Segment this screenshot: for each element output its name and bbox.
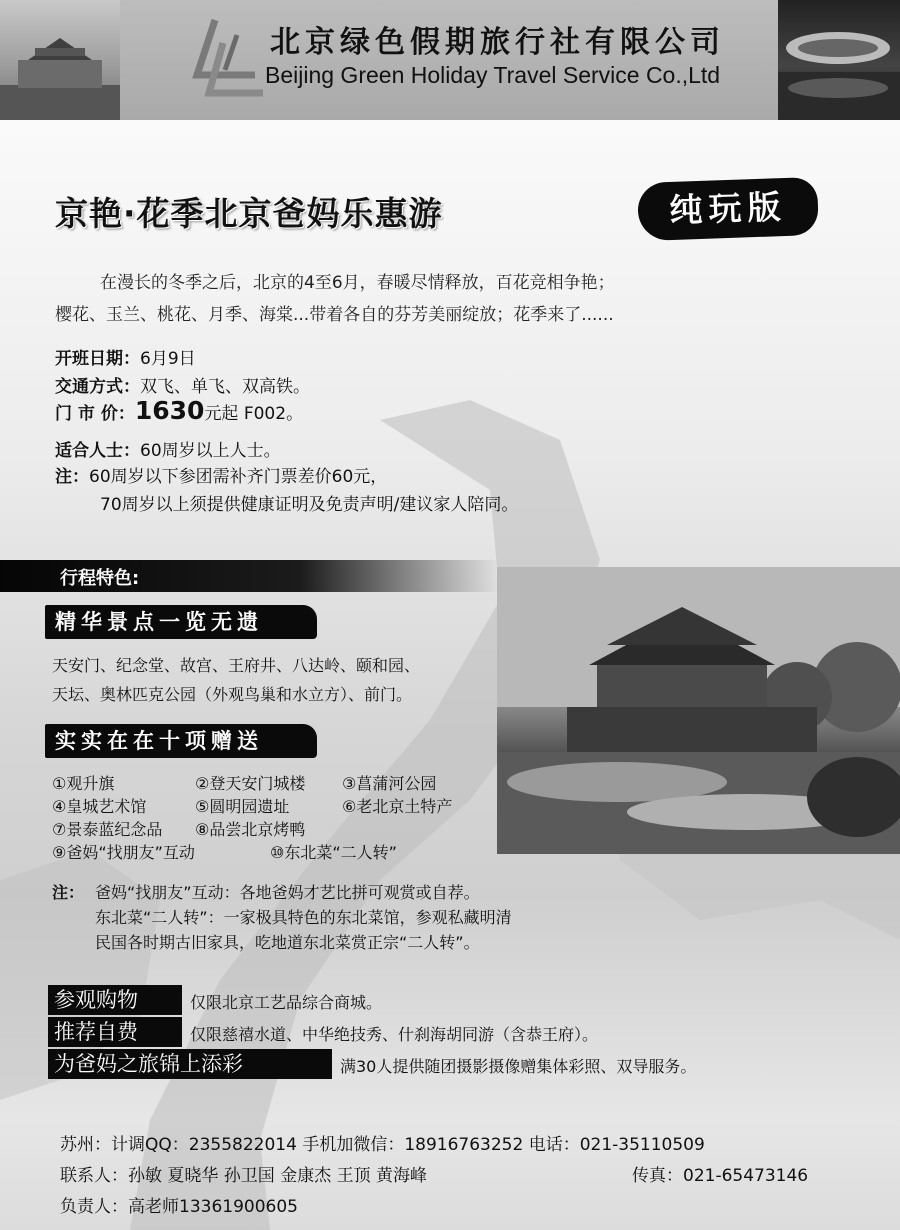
shopping-text: 仅限北京工艺品综合商城。 xyxy=(190,993,383,1012)
tiananmen-thumbnail-image xyxy=(0,0,120,120)
price-label: 门 市 价： xyxy=(55,404,135,424)
transport-label: 交通方式： xyxy=(55,377,140,397)
company-name-english: Beijing Green Holiday Travel Service Co.,Ltd xyxy=(265,62,721,88)
intro-line-1: 在漫长的冬季之后，北京的4至6月，春暖尽情释放，百花竞相争艳； xyxy=(100,273,615,293)
highlights-banner: 精华景点一览无遗 xyxy=(45,605,317,639)
tiananmen-photo xyxy=(497,567,900,854)
transport-value: 双飞、单飞、双高铁。 xyxy=(140,377,310,397)
optional-fee-text: 仅限慈禧水道、中华绝技秀、什刹海胡同游（含恭王府）。 xyxy=(190,1025,599,1044)
tour-title: 京艳·花季北京爸妈乐惠游 xyxy=(55,194,443,233)
features-note-line-1: 爸妈“找朋友”互动：各地爸妈才艺比拼可观赏或自荐。 xyxy=(95,883,480,902)
contact-line-1: 苏州：计调QQ：2355822014 手机加微信：18916763252 电话：021-35110509 xyxy=(60,1135,705,1155)
audience-value: 60周岁以上人士。 xyxy=(140,441,281,461)
start-date-value: 6月9日 xyxy=(140,349,196,369)
gift-item: ⑨爸妈“找朋友”互动 xyxy=(52,843,195,862)
note-line-2: 70周岁以上须提供健康证明及免责声明/建议家人陪同。 xyxy=(100,495,519,515)
gift-item: ③菖蒲河公园 xyxy=(342,774,437,793)
audience-label: 适合人士： xyxy=(55,441,140,461)
header-banner xyxy=(0,0,900,120)
gift-item: ⑩东北菜“二人转” xyxy=(270,843,397,862)
shopping-label: 参观购物 xyxy=(48,985,182,1015)
features-section-bar xyxy=(0,560,500,592)
birds-nest-stadium-image xyxy=(778,0,900,120)
start-date-row xyxy=(55,344,196,369)
note-row xyxy=(55,462,387,487)
price-value: 1630 xyxy=(134,396,205,425)
gift-item: ②登天安门城楼 xyxy=(195,774,306,793)
edition-badge: 纯玩版 xyxy=(637,177,819,241)
gift-item: ⑧品尝北京烤鸭 xyxy=(195,820,306,839)
company-logo xyxy=(185,15,263,105)
features-note-label: 注： xyxy=(52,883,85,902)
spots-line-1: 天安门、纪念堂、故宫、王府井、八达岭、颐和园、 xyxy=(52,656,421,675)
bonus-label: 为爸妈之旅锦上添彩 xyxy=(48,1049,332,1079)
features-note-line-3: 民国各时期古旧家具，吃地道东北菜赏正宗“二人转”。 xyxy=(95,933,480,952)
gift-item: ⑤圆明园遗址 xyxy=(195,797,290,816)
audience-row xyxy=(55,436,281,461)
intro-line-2: 樱花、玉兰、桃花、月季、海棠...带着各自的芬芳美丽绽放；花季来了...... xyxy=(55,305,614,325)
contact-fax: 传真：021-65473146 xyxy=(632,1166,809,1186)
start-date-label: 开班日期： xyxy=(55,349,140,369)
gift-item: ①观升旗 xyxy=(52,774,115,793)
gift-item: ⑦景泰蓝纪念品 xyxy=(52,820,163,839)
contact-manager: 负责人：高老师13361900605 xyxy=(60,1197,298,1217)
note-label: 注： xyxy=(55,467,89,487)
price-suffix: 元起 F002。 xyxy=(204,404,304,424)
note-line-1: 60周岁以下参团需补齐门票差价60元， xyxy=(89,467,388,487)
features-section-title: 行程特色: xyxy=(60,568,140,589)
contact-people: 联系人：孙敏 夏晓华 孙卫国 金康杰 王顶 黄海峰 xyxy=(60,1166,428,1186)
spots-line-2: 天坛、奥林匹克公园（外观鸟巢和水立方）、前门。 xyxy=(52,685,413,704)
company-name-chinese: 北京绿色假期旅行社有限公司 xyxy=(270,25,725,60)
gift-item: ⑥老北京土特产 xyxy=(342,797,453,816)
optional-fee-label: 推荐自费 xyxy=(48,1017,182,1047)
features-note-line-2: 东北菜“二人转”：一家极具特色的东北菜馆，参观私藏明清 xyxy=(95,908,512,927)
transport-row xyxy=(55,372,310,397)
bonus-text: 满30人提供随团摄影摄像赠集体彩照、双导服务。 xyxy=(340,1057,697,1076)
price-row xyxy=(55,396,303,425)
gifts-banner: 实实在在十项赠送 xyxy=(45,724,317,758)
gift-item: ④皇城艺术馆 xyxy=(52,797,147,816)
